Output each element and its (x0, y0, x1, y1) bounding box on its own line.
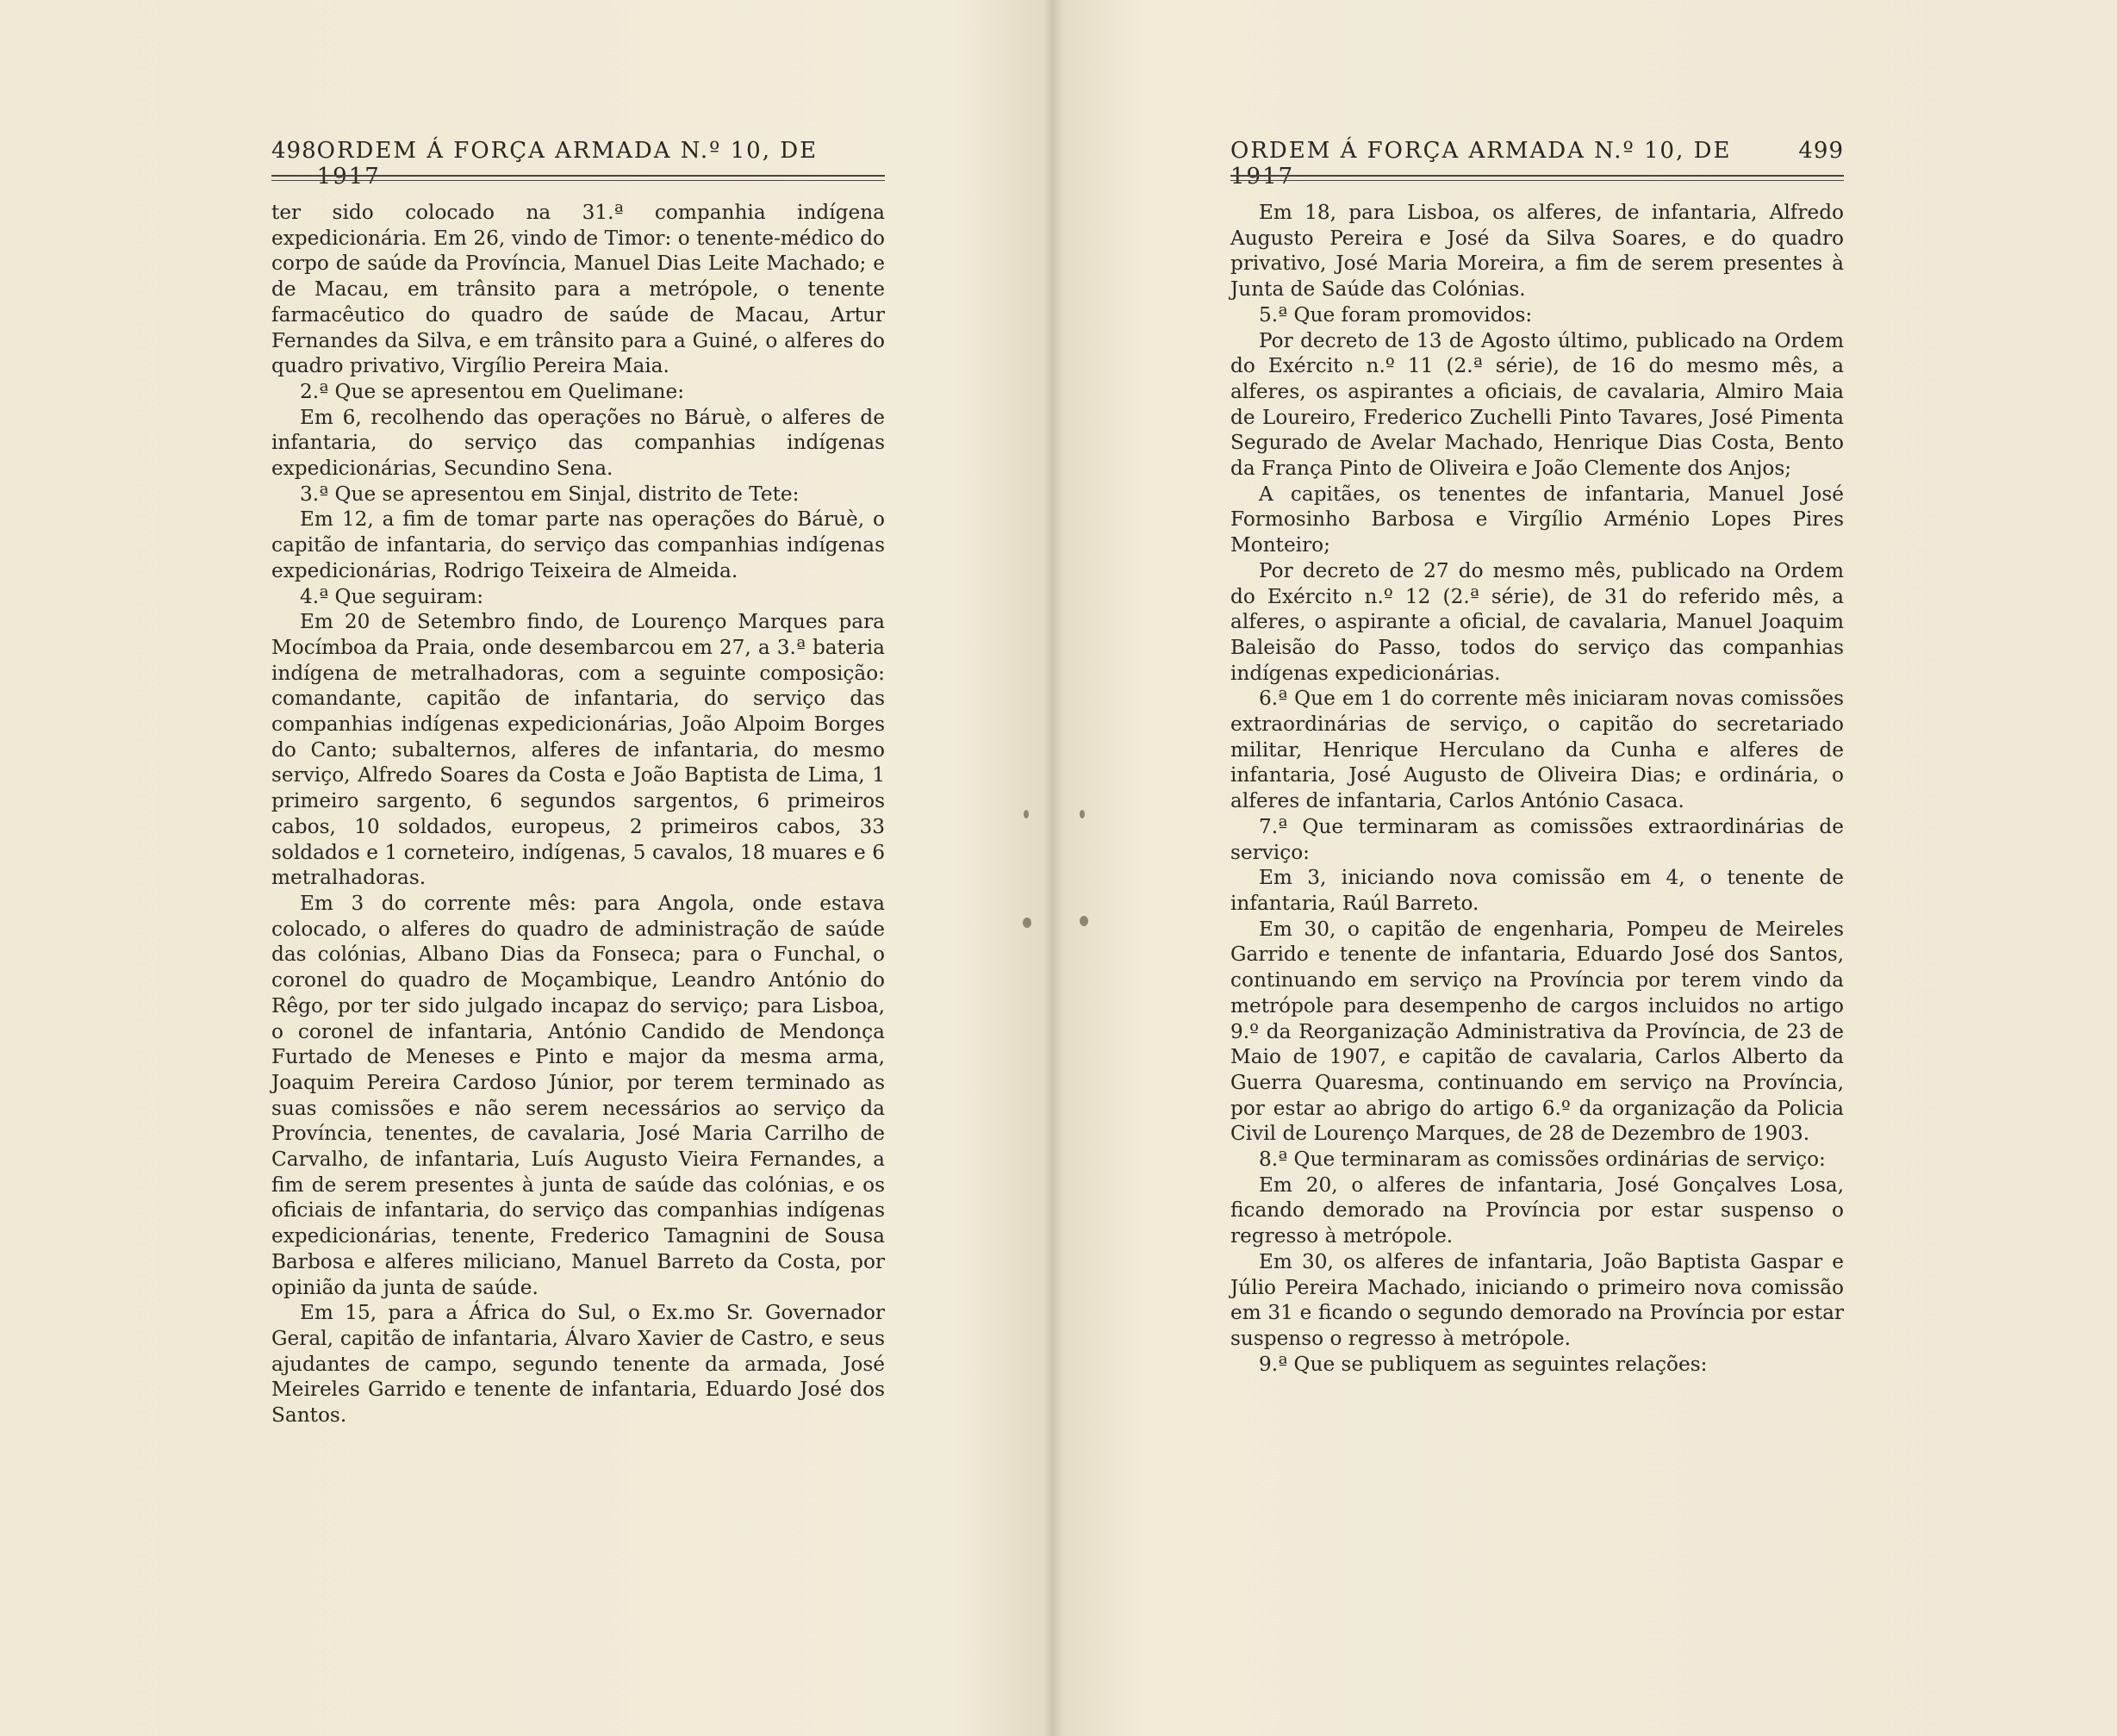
right-header-title: ORDEM Á FORÇA ARMADA N.º 10, DE 1917 (1230, 138, 1732, 190)
paragraph: Em 15, para a África do Sul, o Ex.mo Sr. Governador Geral, capitão de infantaria, Álvaro Xavier de Castro, e seus ajudantes de campo, segundo tenente da armada, José Meireles Garrido e tenente de infantaria, Eduardo José dos Santos. (271, 1301, 885, 1428)
left-page (0, 0, 1049, 1736)
right-page-number: 499 (1798, 138, 1844, 164)
paragraph: 4.ª Que seguiram: (300, 584, 484, 608)
paragraph: Por decreto de 13 de Agosto último, publicado na Ordem do Exército n.º 11 (2.ª série), de 16 do mesmo mês, a alferes, os aspirantes a oficiais, de cavalaria, Almiro Maia de Loureiro, Frederico Zuchelli Pinto Tavares, José Pimenta Segurado de Avelar Machado, Henrique Dias Costa, Bento da França Pinto de Oliveira e João Clemente dos Anjos; (1230, 328, 1844, 481)
paragraph: Em 6, recolhendo das operações no Báruè, o alferes de infantaria, do serviço das companhias indígenas expedicionárias, Secundino Sena. (271, 405, 885, 481)
left-running-head (271, 138, 885, 190)
right-text-column (1230, 200, 1844, 1377)
paragraph: Em 3 do corrente mês: para Angola, onde estava colocado, o alferes do quadro de administração de saúde das colónias, Albano Dias da Fonseca; para o Funchal, o coronel do quadro de Moçambique, Leandro António do Rêgo, por ter sido julgado incapaz do serviço; para Lisboa, o coronel de infantaria, António Candido de Mendonça Furtado de Meneses e Pinto e major da mesma arma, Joaquim Pereira Cardoso Júnior, por terem terminado as suas comissões e não serem necessários ao serviço da Província, tenentes, de cavalaria, José Maria Carrilho de Carvalho, de infantaria, Luís Augusto Vieira Fernandes, a fim de serem presentes à junta de saúde das colónias, e os oficiais de infantaria, do serviço das companhias indígenas expedicionárias, tenente, Frederico Tamagnini de Sousa Barbosa e alferes miliciano, Manuel Barreto da Costa, por opinião da junta de saúde. (271, 891, 885, 1299)
paragraph: A capitães, os tenentes de infantaria, Manuel José Formosinho Barbosa e Virgílio Arménio Lopes Pires Monteiro; (1230, 482, 1844, 557)
right-running-head (1230, 138, 1844, 190)
paragraph: 3.ª Que se apresentou em Sinjal, distrito de Tete: (300, 482, 800, 506)
paragraph: 9.ª Que se publiquem as seguintes relações: (1259, 1352, 1708, 1376)
paragraph: Em 20 de Setembro findo, de Lourenço Marques para Mocímboa da Praia, onde desembarcou em 27, a 3.ª bateria indígena de metralhadoras, com a seguinte composição: comandante, capitão de infantaria, do serviço das companhias indígenas expedicionárias, João Alpoim Borges do Canto; subalternos, alferes de infantaria, do mesmo serviço, Alfredo Soares da Costa e João Baptista de Lima, 1 primeiro sargento, 6 segundos sargentos, 6 primeiros cabos, 10 soldados, europeus, 2 primeiros cabos, 33 soldados e 1 corneteiro, indígenas, 5 cavalos, 18 muares e 6 metralhadoras. (271, 610, 885, 890)
right-header-rule (1230, 175, 1844, 181)
paragraph: Em 30, o capitão de engenharia, Pompeu de Meireles Garrido e tenente de infantaria, Eduardo José dos Santos, continuando em serviço na Província por terem vindo da metrópole para desempenho de cargos incluidos no artigo 9.º da Reorganização Administrativa da Província, de 23 de Maio de 1907, e capitão de cavalaria, Carlos Alberto da Guerra Quaresma, continuando em serviço na Província, por estar ao abrigo do artigo 6.º da organização da Policia Civil de Lourenço Marques, de 28 de Dezembro de 1903. (1230, 917, 1844, 1146)
paragraph: Por decreto de 27 do mesmo mês, publicado na Ordem do Exército n.º 12 (2.ª série), de 31 do referido mês, a alferes, o aspirante a oficial, de cavalaria, Manuel Joaquim Baleisão do Passo, todos do serviço das companhias indígenas expedicionárias. (1230, 558, 1844, 685)
paragraph: Em 18, para Lisboa, os alferes, de infantaria, Alfredo Augusto Pereira e José da Silva Soares, e do quadro privativo, José Maria Moreira, a fim de serem presentes à Junta de Saúde das Colónias. (1230, 201, 1844, 302)
paragraph: 6.ª Que em 1 do corrente mês iniciaram novas comissões extraordinárias de serviço, o capitão do secretariado militar, Henrique Herculano da Cunha e alferes de infantaria, José Augusto de Oliveira Dias; e ordinária, o alferes de infantaria, Carlos António Casaca. (1230, 687, 1844, 813)
paragraph: Em 20, o alferes de infantaria, José Gonçalves Losa, ficando demorado na Província por estar suspenso o regresso à metrópole. (1230, 1173, 1844, 1248)
paragraph: ter sido colocado na 31.ª companhia indígena expedicionária. Em 26, vindo de Timor: o tenente-médico do corpo de saúde da Província, Manuel Dias Leite Machado; e de Macau, em trânsito para a metrópole, o tenente farmacêutico do quadro de saúde de Macau, Artur Fernandes da Silva, e em trânsito para a Guiné, o alferes do quadro privativo, Virgílio Pereira Maia. (271, 201, 885, 378)
right-page (1049, 0, 2117, 1736)
paragraph: 8.ª Que terminaram as comissões ordinárias de serviço: (1259, 1148, 1826, 1172)
left-header-rule (271, 175, 885, 181)
paragraph: 2.ª Que se apresentou em Quelimane: (300, 379, 685, 403)
paragraph: Em 30, os alferes de infantaria, João Baptista Gaspar e Júlio Pereira Machado, iniciando o primeiro nova comissão em 31 e ficando o segundo demorado na Província por estar suspenso o regresso à metrópole. (1230, 1249, 1844, 1350)
paragraph: Em 3, iniciando nova comissão em 4, o tenente de infantaria, Raúl Barreto. (1230, 866, 1844, 915)
paragraph: 7.ª Que terminaram as comissões extraordinárias de serviço: (1230, 814, 1844, 864)
paragraph: Em 12, a fim de tomar parte nas operações do Báruè, o capitão de infantaria, do serviço das companhias indígenas expedicionárias, Rodrigo Teixeira de Almeida. (271, 507, 885, 582)
left-header-title: ORDEM Á FORÇA ARMADA N.º 10, DE 1917 (316, 138, 819, 190)
left-page-number: 498 (271, 138, 317, 164)
left-text-column (271, 200, 885, 1428)
paragraph: 5.ª Que foram promovidos: (1259, 302, 1533, 327)
